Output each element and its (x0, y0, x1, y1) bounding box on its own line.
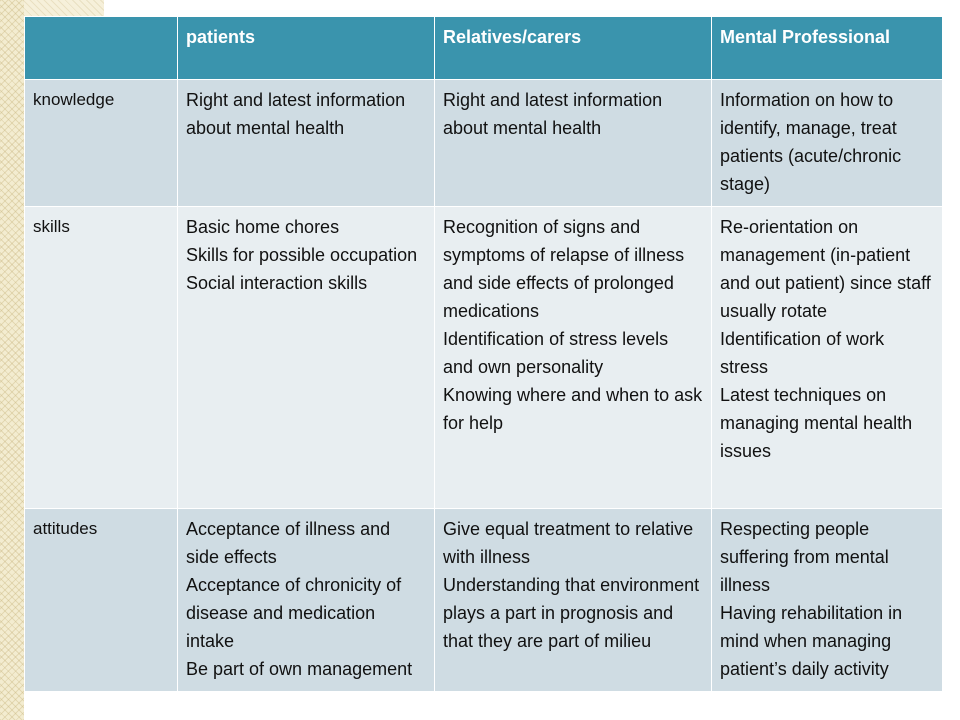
row-label: attitudes (25, 509, 178, 692)
cell-line: Re-orientation on management (in-patient and out patient) since staff usually rotate (720, 217, 931, 321)
cell-line: Having rehabilitation in mind when managing patient’s daily activity (720, 603, 903, 679)
cell-line: Identification of work stress (720, 329, 885, 377)
header-row (25, 17, 943, 80)
cell-line: Understanding that environment plays a part in prognosis and that they are part of milieu (443, 575, 700, 651)
cell-line: Acceptance of chronicity of disease and medication intake (186, 575, 402, 651)
decorative-border-top (24, 0, 104, 16)
table-cell (435, 207, 712, 509)
header-cell-professional: Mental Professional (712, 17, 943, 80)
cell-line: Recognition of signs and symptoms of relapse of illness and side effects of prolonged medications (443, 217, 685, 321)
cell-line: Identification of stress levels and own personality (443, 329, 669, 377)
cell-line: Be part of own management (186, 659, 413, 679)
table-cell (178, 80, 435, 207)
comparison-table (24, 16, 943, 692)
cell-line: Skills for possible occupation (186, 245, 418, 265)
cell-line: Right and latest information about mental health (186, 90, 406, 138)
cell-line: Respecting people suffering from mental illness (720, 519, 889, 595)
table-row-knowledge (25, 80, 943, 207)
table-cell (435, 509, 712, 692)
cell-line: Give equal treatment to relative with illness (443, 519, 694, 567)
table-cell (178, 207, 435, 509)
cell-line: Right and latest information about mental health (443, 90, 663, 138)
cell-line: Information on how to identify, manage, treat patients (acute/chronic stage) (720, 90, 902, 194)
cell-line: Basic home chores (186, 217, 340, 237)
row-label: skills (25, 207, 178, 509)
table-row-skills (25, 207, 943, 509)
header-cell-patients: patients (178, 17, 435, 80)
table-cell (178, 509, 435, 692)
header-cell-empty (25, 17, 178, 80)
table-cell (712, 509, 943, 692)
row-label: knowledge (25, 80, 178, 207)
table-cell (712, 80, 943, 207)
cell-line: Knowing where and when to ask for help (443, 385, 703, 433)
table-cell (712, 207, 943, 509)
table-row-attitudes (25, 509, 943, 692)
cell-line: Latest techniques on managing mental health issues (720, 385, 913, 461)
table-cell (435, 80, 712, 207)
cell-line: Social interaction skills (186, 273, 368, 293)
cell-line: Acceptance of illness and side effects (186, 519, 391, 567)
header-cell-relatives: Relatives/carers (435, 17, 712, 80)
decorative-border (0, 0, 24, 720)
